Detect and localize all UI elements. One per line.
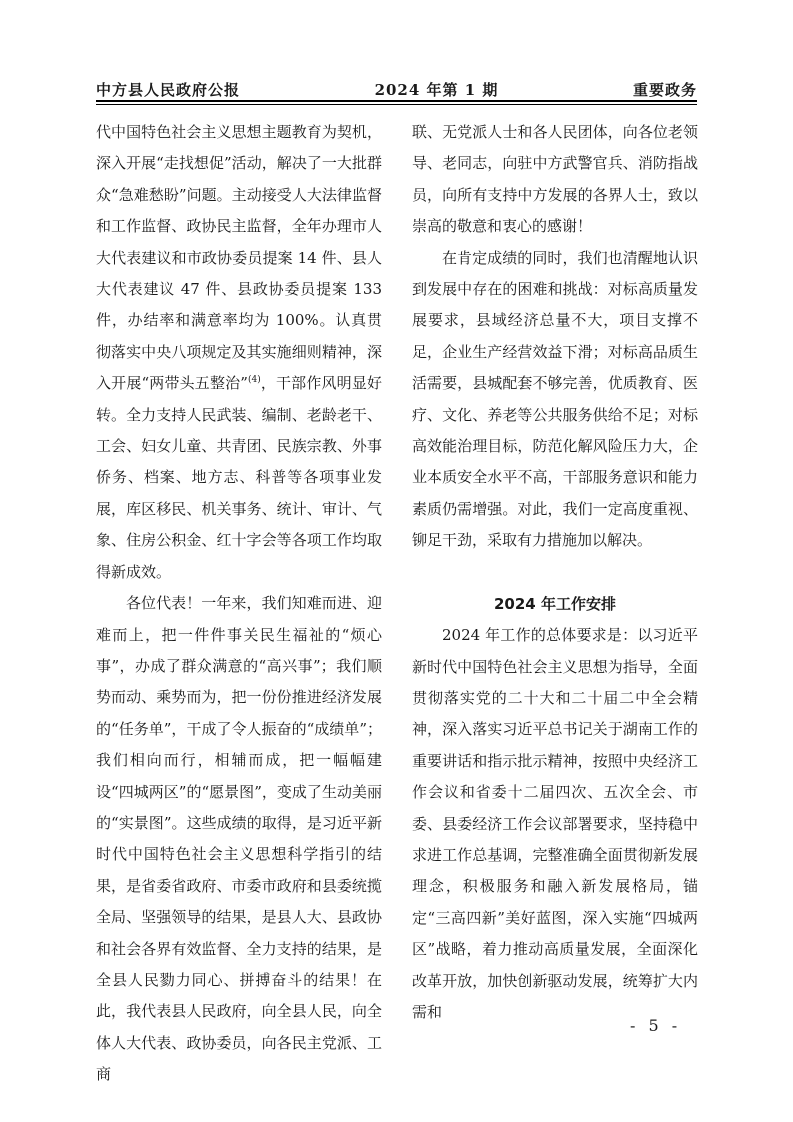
header-issue: 2024 年第 1 期 bbox=[374, 80, 499, 99]
right-column bbox=[412, 117, 698, 1028]
running-header bbox=[96, 78, 697, 100]
header-section: 重要政务 bbox=[632, 80, 697, 99]
left-paragraph-1 bbox=[96, 117, 382, 588]
header-rule-thick bbox=[96, 100, 697, 102]
header-rule-thin bbox=[96, 104, 697, 105]
left-paragraph-1-text-b: ，干部作风明显好转。全力支持人民武装、编制、老龄老干、工会、妇女儿童、共青团、民族宗教、外事侨务、档案、地方志、科普等各项事业发展，库区移民、机关事务、统计、审计、气象、住房公积金、红十字会等各项工作均取得新成效。 bbox=[96, 374, 382, 581]
left-column bbox=[96, 117, 382, 1091]
section-heading: 2024 年工作安排 bbox=[494, 594, 616, 613]
left-paragraph-1-text-a: 代中国特色社会主义思想主题教育为契机，深入开展“走找想促”活动，解决了一大批群众“急难愁盼”问题。主动接受人大法律监督和工作监督、政协民主监督，全年办理市人大代表建议和市政协委员提案 14 件、县人大代表建议 47 件、县政协委员提案 133 件，办结率和满意率均为 100%。认真贯彻落实中央八项规定及其实施细则精神，深入开展“两带头五整治” bbox=[96, 123, 382, 393]
footnote-marker: (4) bbox=[247, 375, 261, 386]
left-paragraph-2: 各位代表！一年来，我们知难而进、迎难而上，把一件件事关民生福祉的“烦心事”，办成了群众满意的“高兴事”；我们顺势而动、乘势而为，把一份份推进经济发展的“任务单”，干成了令人振奋的“成绩单”；我们相向而行，相辅而成，把一幅幅建设“四城两区”的“愿景图”，变成了生动美丽的“实景图”。这些成绩的取得，是习近平新时代中国特色社会主义思想科学指引的结果，是省委省政府、市委市政府和县委统揽全局、坚强领导的结果，是县人大、县政协和社会各界有效监督、全力支持的结果，是全县人民勠力同心、拼搏奋斗的结果！在此，我代表县人民政府，向全县人民，向全体人大代表、政协委员，向各民主党派、工商 bbox=[96, 594, 382, 1084]
right-paragraph-3: 2024 年工作的总体要求是：以习近平新时代中国特色社会主义思想为指导，全面贯彻落实党的二十大和二十届二中全会精神，深入落实习近平总书记关于湖南工作的重要讲话和指示批示精神，按照中央经济工作会议和省委十二届四次、五次全会、市委、县委经济工作会议部署要求，坚持稳中求进工作总基调，完整准确全面贯彻新发展理念，积极服务和融入新发展格局，锚定“三高四新”美好蓝图，深入实施“四城两区”战略，着力推动高质量发展，全面深化改革开放，加快创新驱动发展，统筹扩大内需和 bbox=[412, 626, 698, 1021]
page-number: - 5 - bbox=[630, 1016, 682, 1035]
right-paragraph-2: 在肯定成绩的同时，我们也清醒地认识到发展中存在的困难和挑战：对标高质量发展要求，县域经济总量不大，项目支撑不足，企业生产经营效益下滑；对标高品质生活需要，县城配套不够完善，优质教育、医疗、文化、养老等公共服务供给不足；对标高效能治理目标，防范化解风险压力大，企业本质安全水平不高，干部服务意识和能力素质仍需增强。对此，我们一定高度重视、铆足干劲，采取有力措施加以解决。 bbox=[412, 248, 698, 550]
header-publication-title: 中方县人民政府公报 bbox=[96, 80, 241, 99]
right-paragraph-1: 联、无党派人士和各人民团体，向各位老领导、老同志，向驻中方武警官兵、消防指战员，向所有支持中方发展的各界人士，致以崇高的敬意和衷心的感谢！ bbox=[412, 123, 698, 236]
